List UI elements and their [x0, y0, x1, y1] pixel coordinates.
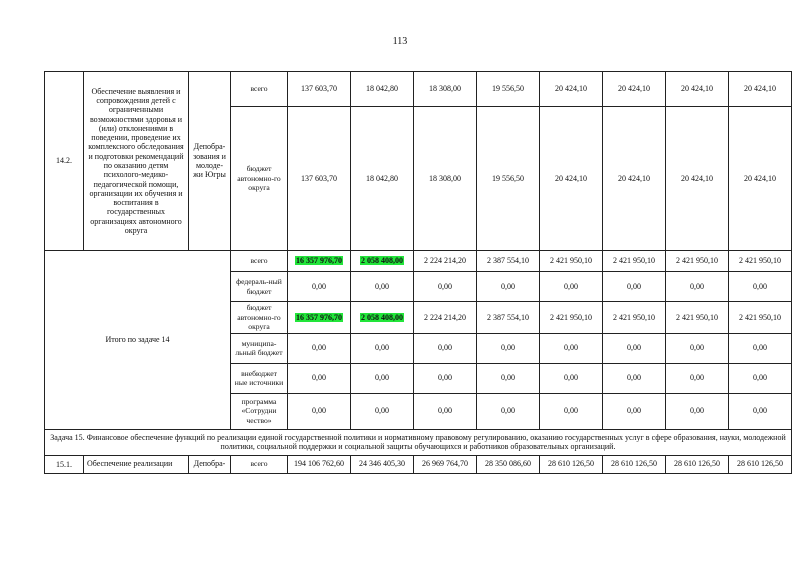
value-cell: 28 610 126,50 [666, 455, 729, 473]
value-cell: 2 421 950,10 [729, 302, 792, 334]
funding-source: всего [231, 72, 288, 107]
value-cell: 0,00 [414, 272, 477, 302]
value-cell-highlighted: 16 357 976,70 [288, 251, 351, 272]
value-cell: 18 308,00 [414, 107, 477, 251]
value-cell: 2 421 950,10 [729, 251, 792, 272]
page-number: 113 [392, 36, 408, 47]
value-cell: 28 610 126,50 [729, 455, 792, 473]
funding-source: всего [231, 251, 288, 272]
value-cell: 28 610 126,50 [603, 455, 666, 473]
value-cell: 20 424,10 [603, 107, 666, 251]
row-executor: Депобра- [189, 455, 231, 473]
value-cell: 2 421 950,10 [603, 302, 666, 334]
value-cell: 20 424,10 [540, 72, 603, 107]
value-cell: 19 556,50 [477, 107, 540, 251]
value-cell: 18 042,80 [351, 107, 414, 251]
value-cell: 0,00 [603, 393, 666, 429]
value-cell-highlighted: 2 058 408,00 [351, 251, 414, 272]
funding-source: программа «Сотрудни чество» [231, 393, 288, 429]
value-cell: 0,00 [729, 272, 792, 302]
funding-source: федераль-ный бюджет [231, 272, 288, 302]
value-cell: 0,00 [666, 363, 729, 393]
value-cell: 0,00 [414, 363, 477, 393]
value-cell: 20 424,10 [729, 72, 792, 107]
value-cell: 0,00 [414, 333, 477, 363]
value-cell: 0,00 [666, 333, 729, 363]
value-cell: 0,00 [540, 363, 603, 393]
funding-source: всего [231, 455, 288, 473]
value-cell: 0,00 [540, 333, 603, 363]
total-label: Итого по задаче 14 [45, 251, 231, 430]
value-cell: 0,00 [351, 363, 414, 393]
row-description: Обеспечение выявления и сопровождения детей с ограниченными возможностями здоровья и (или) отклонениями в поведении, проведение их комплексного обследования и подготовки рекомендаций по оказанию детям психолого-медико-педагогической помощи, организации их обучения и воспитания в государственных организациях автономного округа [84, 72, 189, 251]
row-executor: Депобра-зования и молоде-жи Югры [189, 72, 231, 251]
funding-source: бюджет автономно-го округа [231, 107, 288, 251]
value-cell: 18 042,80 [351, 72, 414, 107]
value-cell: 0,00 [288, 393, 351, 429]
value-cell: 2 421 950,10 [666, 302, 729, 334]
value-cell: 0,00 [351, 333, 414, 363]
value-cell: 0,00 [288, 363, 351, 393]
row-number: 14.2. [45, 72, 84, 251]
value-cell: 28 350 086,60 [477, 455, 540, 473]
value-cell: 0,00 [477, 272, 540, 302]
value-cell: 20 424,10 [540, 107, 603, 251]
value-cell: 19 556,50 [477, 72, 540, 107]
value-cell: 137 603,70 [288, 107, 351, 251]
value-cell-highlighted: 2 058 408,00 [351, 302, 414, 334]
value-cell: 0,00 [477, 333, 540, 363]
value-cell: 0,00 [414, 393, 477, 429]
value-cell: 0,00 [666, 272, 729, 302]
row-number: 15.1. [45, 455, 84, 473]
value-cell: 0,00 [477, 393, 540, 429]
value-cell: 2 224 214,20 [414, 251, 477, 272]
budget-table [44, 71, 792, 474]
table-row [45, 72, 792, 107]
task-heading-row [45, 429, 792, 455]
value-cell: 0,00 [729, 393, 792, 429]
value-cell: 20 424,10 [729, 107, 792, 251]
value-cell: 2 421 950,10 [603, 251, 666, 272]
value-cell: 0,00 [729, 333, 792, 363]
value-cell: 2 421 950,10 [540, 302, 603, 334]
table-row [45, 455, 792, 473]
value-cell: 2 387 554,10 [477, 251, 540, 272]
value-cell: 0,00 [351, 272, 414, 302]
value-cell: 0,00 [288, 333, 351, 363]
value-cell: 26 969 764,70 [414, 455, 477, 473]
value-cell: 2 421 950,10 [540, 251, 603, 272]
value-cell: 0,00 [288, 272, 351, 302]
row-description: Обеспечение реализации [84, 455, 189, 473]
value-cell: 0,00 [603, 363, 666, 393]
value-cell: 0,00 [477, 363, 540, 393]
value-cell: 0,00 [603, 272, 666, 302]
funding-source: муниципа-льный бюджет [231, 333, 288, 363]
value-cell: 2 387 554,10 [477, 302, 540, 334]
value-cell: 20 424,10 [603, 72, 666, 107]
value-cell: 137 603,70 [288, 72, 351, 107]
value-cell: 0,00 [666, 393, 729, 429]
value-cell-highlighted: 16 357 976,70 [288, 302, 351, 334]
task-15-heading: Задача 15. Финансовое обеспечение функций по реализации единой государственной политики и нормативному правовому регулированию, оказанию государственных услуг в сфере образования, науки, молодежной политики, социальной поддержки и социальной защиты обучающихся и работников образовательных организаций. [45, 429, 792, 455]
value-cell: 2 224 214,20 [414, 302, 477, 334]
value-cell: 194 106 762,60 [288, 455, 351, 473]
value-cell: 0,00 [540, 272, 603, 302]
value-cell: 18 308,00 [414, 72, 477, 107]
value-cell: 0,00 [351, 393, 414, 429]
value-cell: 0,00 [540, 393, 603, 429]
value-cell: 20 424,10 [666, 107, 729, 251]
value-cell: 20 424,10 [666, 72, 729, 107]
value-cell: 0,00 [729, 363, 792, 393]
value-cell: 0,00 [603, 333, 666, 363]
funding-source: бюджет автономно-го округа [231, 302, 288, 334]
value-cell: 2 421 950,10 [666, 251, 729, 272]
value-cell: 24 346 405,30 [351, 455, 414, 473]
funding-source: внебюджет ные источники [231, 363, 288, 393]
table-row [45, 251, 792, 272]
value-cell: 28 610 126,50 [540, 455, 603, 473]
